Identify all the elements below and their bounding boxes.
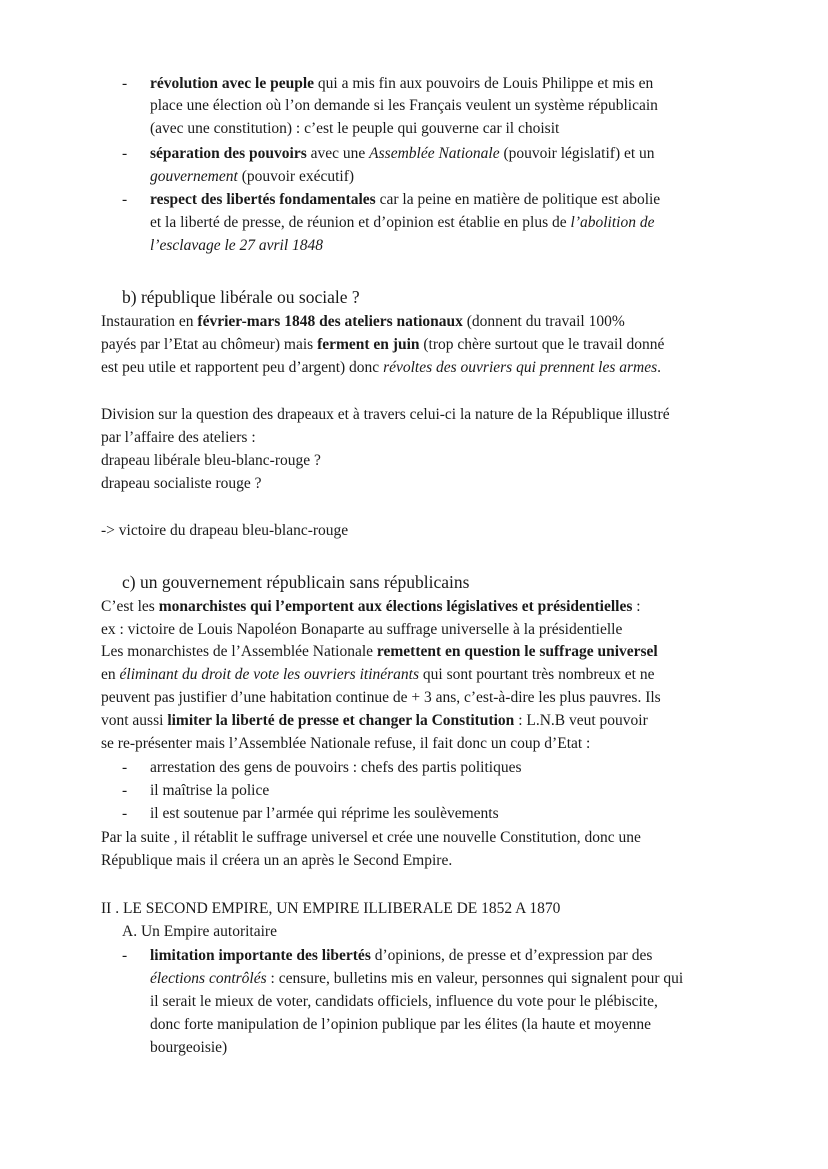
text-span: C’est les <box>101 598 159 615</box>
section-heading: c) un gouvernement républicain sans républicains <box>122 572 470 592</box>
text-span: en <box>101 666 120 683</box>
text-span: car la peine en matière de politique est abolie <box>375 191 661 208</box>
bullet-dash: - <box>122 145 128 162</box>
bullet-line: bourgeoisie) <box>150 1039 228 1056</box>
italic-term: gouvernement <box>150 168 238 185</box>
text-span: (donnent du travail 100% <box>462 313 625 330</box>
bold-term: révolution avec le peuple <box>150 75 315 92</box>
text-span: avec une <box>306 145 370 162</box>
bold-term: ferment en juin <box>317 336 420 353</box>
text-span: : censure, bulletins mis en valeur, personnes qui signalent pour qui <box>266 970 684 987</box>
italic-term: élections contrôlés <box>150 970 267 987</box>
paragraph-line: Division sur la question des drapeaux et à travers celui-ci la nature de la République illustré <box>101 406 670 423</box>
paragraph-line: ex : victoire de Louis Napoléon Bonaparte au suffrage universelle à la présidentielle <box>101 621 623 638</box>
italic-term: révoltes des ouvriers qui prennent les armes <box>383 359 658 376</box>
bullet-line: l’esclavage le 27 avril 1848 <box>150 237 324 254</box>
text-span: d’opinions, de presse et d’expression par des <box>370 947 653 964</box>
bold-term: monarchistes qui l’emportent aux élections législatives et présidentielles <box>158 598 633 615</box>
bullet-dash: - <box>122 759 128 776</box>
bullet-line: il est soutenue par l’armée qui réprime les soulèvements <box>150 805 499 822</box>
text-span: . <box>657 359 662 376</box>
paragraph-line <box>101 357 661 379</box>
bullet-dash: - <box>122 782 128 799</box>
text-span: payés par l’Etat au chômeur) mais <box>101 336 318 353</box>
text-span: et la liberté de presse, de réunion et d’opinion est établie en plus de <box>150 214 571 231</box>
bold-term: février-mars 1848 des ateliers nationaux <box>197 313 463 330</box>
text-span: qui a mis fin aux pouvoirs de Louis Philippe et mis en <box>314 75 654 92</box>
text-span: est peu utile et rapportent peu d’argent) donc <box>101 359 384 376</box>
paragraph-line: République mais il créera un an après le Second Empire. <box>101 852 453 869</box>
bold-term: remettent en question le suffrage universel <box>376 643 658 660</box>
paragraph-line: se re-présenter mais l’Assemblée Nationale refuse, il fait donc un coup d’Etat : <box>101 735 591 752</box>
paragraph-line: Par la suite , il rétablit le suffrage universel et crée une nouvelle Constitution, donc une <box>101 829 641 846</box>
section-heading: b) république libérale ou sociale ? <box>122 287 360 307</box>
text-span: : L.N.B veut pouvoir <box>514 712 648 729</box>
text-span: vont aussi <box>101 712 168 729</box>
bullet-line <box>150 73 653 95</box>
bullet-line: donc forte manipulation de l’opinion publique par les élites (la haute et moyenne <box>150 1016 652 1033</box>
paragraph-line: drapeau libérale bleu-blanc-rouge ? <box>101 452 321 469</box>
paragraph-line <box>101 596 641 618</box>
text-span: : <box>632 598 641 615</box>
bullet-line: il maîtrise la police <box>150 782 270 799</box>
italic-term: éliminant du droit de vote les ouvriers itinérants <box>119 666 420 683</box>
bullet-dash: - <box>122 75 128 92</box>
text-span: qui sont pourtant très nombreux et ne <box>419 666 655 683</box>
italic-term: l’abolition de <box>570 214 655 231</box>
bullet-line <box>150 968 683 990</box>
text-span: Les monarchistes de l’Assemblée Nationale <box>101 643 377 660</box>
bullet-dash: - <box>122 191 128 208</box>
paragraph-line <box>101 641 658 663</box>
bullet-line: place une élection où l’on demande si les Français veulent un système républicain <box>150 97 658 114</box>
paragraph-line: par l’affaire des ateliers : <box>101 429 256 446</box>
part-title: II . LE SECOND EMPIRE, UN EMPIRE ILLIBERALE DE 1852 A 1870 <box>101 900 561 917</box>
paragraph-line <box>101 311 625 333</box>
bullet-line <box>150 143 655 165</box>
bold-term: séparation des pouvoirs <box>150 145 307 162</box>
bold-term: limiter la liberté de presse et changer la Constitution <box>167 712 515 729</box>
bullet-line <box>150 945 652 967</box>
paragraph-line: -> victoire du drapeau bleu-blanc-rouge <box>101 522 349 539</box>
bullet-dash: - <box>122 805 128 822</box>
text-span: (trop chère surtout que le travail donné <box>419 336 665 353</box>
paragraph-line <box>101 334 664 356</box>
subsection-title: A. Un Empire autoritaire <box>122 923 277 940</box>
bullet-line <box>150 189 660 211</box>
paragraph-line <box>101 710 648 732</box>
bullet-line <box>150 166 354 188</box>
bullet-dash: - <box>122 947 128 964</box>
bullet-line <box>150 212 654 234</box>
bullet-line: arrestation des gens de pouvoirs : chefs des partis politiques <box>150 759 522 776</box>
bullet-line: (avec une constitution) : c’est le peuple qui gouverne car il choisit <box>150 120 560 137</box>
bold-term: respect des libertés fondamentales <box>150 191 376 208</box>
paragraph-line: peuvent pas justifier d’une habitation continue de + 3 ans, c’est-à-dire les plus pauvres. Ils <box>101 689 661 706</box>
bullet-line: il serait le mieux de voter, candidats officiels, influence du vote pour le plébiscite, <box>150 993 658 1010</box>
paragraph-line <box>101 664 654 686</box>
text-span: (pouvoir législatif) et un <box>499 145 655 162</box>
text-span: Instauration en <box>101 313 198 330</box>
bold-term: limitation importante des libertés <box>150 947 371 964</box>
paragraph-line: drapeau socialiste rouge ? <box>101 475 262 492</box>
text-span: (pouvoir exécutif) <box>237 168 355 185</box>
italic-term: Assemblée Nationale <box>369 145 500 162</box>
